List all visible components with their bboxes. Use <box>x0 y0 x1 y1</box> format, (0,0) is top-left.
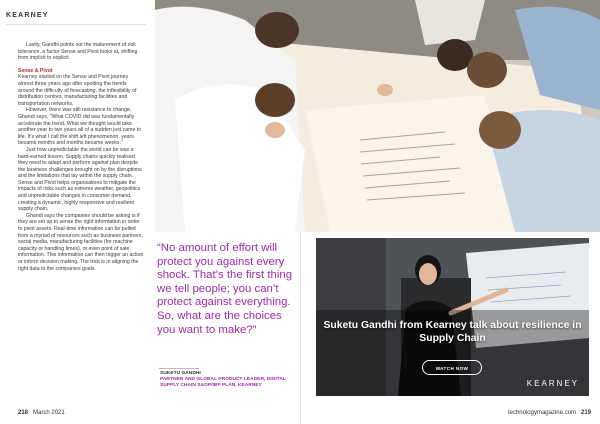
video-thumbnail[interactable] <box>316 238 589 396</box>
workshop-photo <box>155 0 600 232</box>
speaker-name: SUKETU GANDHI <box>160 371 201 376</box>
speaker-role: PARTNER AND GLOBAL PRODUCT LEADER, DIGITAL SUPPLY CHAIN S&OP/IBP PLAN, KEARNEY <box>160 377 286 388</box>
article-paragraph: Just how unpredictable the world can be was a hard-earned lesson. Supply chains quickly realised they need to adapt and perform against plan despite the business challenges brought on by the disruptions and the limitations that lay within the supply chain. Sense and Pivot helps organisations to mitigate the impacts of risks such as extreme weather, geopolitics and unpredictable changes in consumer demand, creating a dynamic, highly responsive and resilient supply chain. <box>18 146 142 213</box>
article-subhead: Sense & Pivot <box>18 67 53 74</box>
article-paragraph: However, there was still resistance to change, Ghandi says, “What COVID did was fundamentally accelerate the trend. What we thought would take another year to two years all of a sudden just came to life. It’s what I call the shift left phenomenon, years became months and months became weeks.” <box>18 107 142 147</box>
footer-right <box>508 410 591 416</box>
quote-attribution <box>160 371 290 389</box>
kearney-logo: KEARNEY <box>526 379 579 388</box>
workshop-photo-illustration <box>155 0 600 232</box>
article-column <box>18 42 144 272</box>
article-paragraph: Ghandi says the companies should be asking is if they are set up to sense the right information in order to pivot assets. Real-time information can be pulled from a myriad of resources such as business partners, social media, manufacturing facilities (for machine capacity or handling times), or even point of sale information. This information can then trigger an action or inform decision making. The trick is in aligning the right data to the companies goals. <box>18 212 144 272</box>
header-divider <box>6 24 146 25</box>
article-intro: Lastly, Gandhi points out the maturement of risk tolerance, a factor Sense and Pivot looks at, shifting from implicit to explicit. <box>18 42 138 62</box>
pull-quote: “No amount of effort will protect you against every shock. That’s the first thing we tell people; you can’t protect against everything. So, what are the choices you want to make?” <box>157 242 293 336</box>
video-title: Suketu Gandhi from Kearney talk about resilience in Supply Chain <box>323 320 582 344</box>
page-number-right: 219 <box>580 410 591 416</box>
site-url: technologymagazine.com <box>507 410 576 416</box>
quote-divider <box>159 368 199 369</box>
brand-header: KEARNEY <box>6 12 49 19</box>
article-paragraph: Kearney started on the Sense and Pivot journey almost three years ago after spotting the trends around the difficulty of forecasting, the inflexibility of distribution centres, manufacturing facilities and transportation networks. <box>18 74 137 107</box>
footer-left <box>18 410 65 416</box>
issue-date: March 2021 <box>33 410 65 416</box>
page-number-left: 218 <box>18 410 29 416</box>
watch-now-button[interactable]: WATCH NOW <box>422 360 482 375</box>
